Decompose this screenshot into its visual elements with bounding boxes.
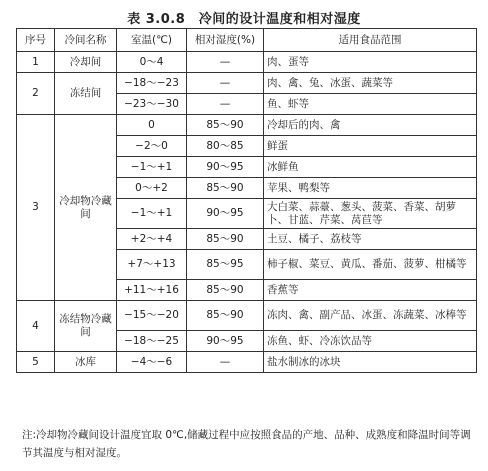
cell-humidity: 85～90 <box>187 178 264 199</box>
cell-foods: 柿子椒、菜豆、黄瓜、番茄、菠萝、柑橘等 <box>264 250 477 280</box>
cell-name: 冻结间 <box>55 73 117 115</box>
cell-temp: −18～−23 <box>117 73 187 94</box>
cell-humidity: 85～90 <box>187 301 264 331</box>
cell-foods: 香蕉等 <box>264 280 477 301</box>
cell-temp: −1～+1 <box>117 157 187 178</box>
table-title: 表 3.0.8 冷间的设计温度和相对湿度 <box>127 12 361 27</box>
table-row <box>17 115 477 136</box>
cell-foods: 鱼、虾等 <box>264 94 477 115</box>
cell-name: 冰库 <box>55 352 117 373</box>
cell-foods: 大白菜、蒜薹、葱头、菠菜、香菜、胡萝卜、甘蓝、芹菜、莴苣等 <box>264 199 477 229</box>
cell-no: 4 <box>17 301 55 352</box>
cell-temp: −15～−20 <box>117 301 187 331</box>
cell-foods: 冻肉、禽、副产品、冰蛋、冻蔬菜、冰棒等 <box>264 301 477 331</box>
cell-name: 冻结物冷藏间 <box>55 301 117 352</box>
cell-foods: 冻鱼、虾、冷冻饮品等 <box>264 331 477 352</box>
cell-name: 冷却物冷藏间 <box>55 115 117 301</box>
table-row <box>17 352 477 373</box>
cell-humidity: — <box>187 52 264 73</box>
cell-temp: −1～+1 <box>117 199 187 229</box>
cell-foods: 土豆、橘子、荔枝等 <box>264 229 477 250</box>
cell-temp: 0～+2 <box>117 178 187 199</box>
cell-humidity: — <box>187 352 264 373</box>
header-no: 序号 <box>17 29 55 52</box>
header-humidity: 相对湿度(%) <box>187 29 264 52</box>
cell-temp: +2～+4 <box>117 229 187 250</box>
cell-temp: −4～−6 <box>117 352 187 373</box>
cell-no: 2 <box>17 73 55 115</box>
table-row <box>17 301 477 331</box>
cell-name: 冷却间 <box>55 52 117 73</box>
cell-humidity: — <box>187 73 264 94</box>
header-foods: 适用食品范围 <box>264 29 477 52</box>
cell-temp: −2～0 <box>117 136 187 157</box>
cell-temp: +7～+13 <box>117 250 187 280</box>
table-header-row <box>17 29 477 52</box>
cell-temp: 0 <box>117 115 187 136</box>
cell-humidity: 80～85 <box>187 136 264 157</box>
cell-foods: 鲜蛋 <box>264 136 477 157</box>
cold-room-table <box>16 28 477 373</box>
cell-foods: 肉、蛋等 <box>264 52 477 73</box>
cell-humidity: 85～90 <box>187 115 264 136</box>
header-name: 冷间名称 <box>55 29 117 52</box>
cell-humidity: 85～90 <box>187 229 264 250</box>
header-temp: 室温(℃) <box>117 29 187 52</box>
cell-humidity: 90～95 <box>187 157 264 178</box>
cell-foods: 盐水制冰的冰块 <box>264 352 477 373</box>
cell-foods: 冰鲜鱼 <box>264 157 477 178</box>
cell-temp: +11～+16 <box>117 280 187 301</box>
cell-temp: −18～−25 <box>117 331 187 352</box>
table-note: 注:冷却物冷藏间设计温度宜取 0℃,储藏过程中应按照食品的产地、品种、成熟度和降温时间等调节其温度与相对湿度。 <box>22 429 471 459</box>
cell-no: 5 <box>17 352 55 373</box>
cell-temp: 0～4 <box>117 52 187 73</box>
table-row <box>17 52 477 73</box>
cell-foods: 肉、禽、兔、冰蛋、蔬菜等 <box>264 73 477 94</box>
cell-no: 3 <box>17 115 55 301</box>
cell-humidity: — <box>187 94 264 115</box>
cell-temp: −23～−30 <box>117 94 187 115</box>
cell-humidity: 85～95 <box>187 250 264 280</box>
cell-foods: 苹果、鸭梨等 <box>264 178 477 199</box>
table-row <box>17 73 477 94</box>
cell-humidity: 90～95 <box>187 199 264 229</box>
cell-humidity: 90～95 <box>187 331 264 352</box>
cell-foods: 冷却后的肉、禽 <box>264 115 477 136</box>
cell-humidity: 85～90 <box>187 280 264 301</box>
cell-no: 1 <box>17 52 55 73</box>
